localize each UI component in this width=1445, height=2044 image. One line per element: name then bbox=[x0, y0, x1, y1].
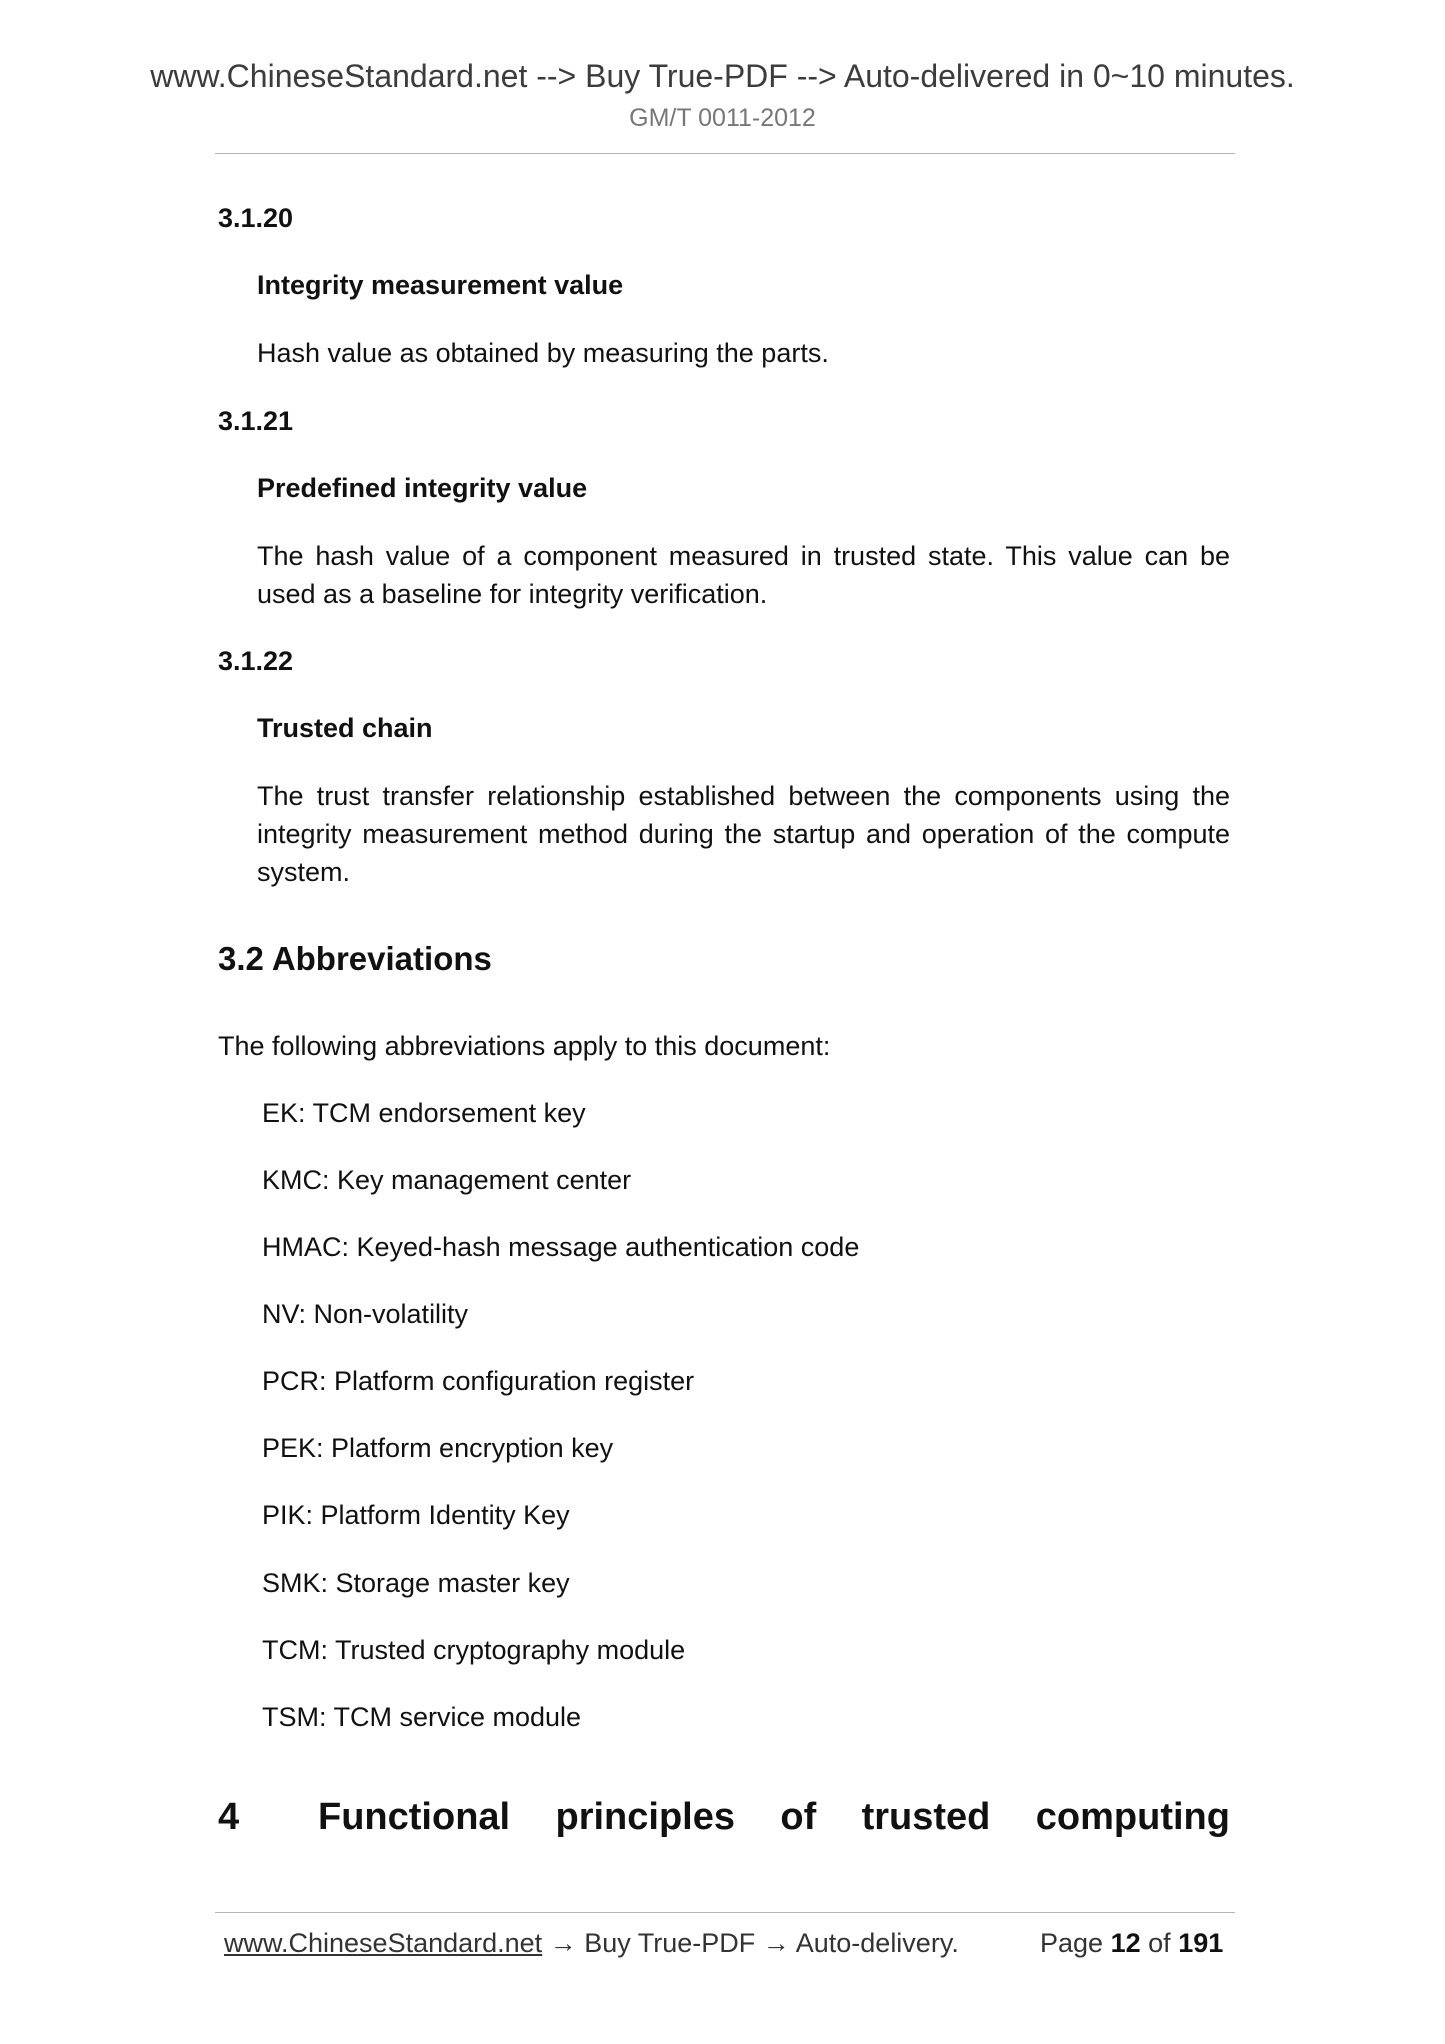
abbreviation-item: PEK: Platform encryption key bbox=[262, 1433, 614, 1463]
section-title-word: of bbox=[780, 1796, 817, 1838]
clause-number: 3.1.20 bbox=[218, 203, 294, 233]
abbreviations-intro: The following abbreviations apply to this document: bbox=[218, 1031, 831, 1061]
clause-number: 3.1.21 bbox=[218, 406, 294, 436]
term-definition: The hash value of a component measured in trusted state. This value can be used as a baseline for integrity verification. bbox=[257, 541, 1230, 609]
section-title-word: principles bbox=[555, 1796, 735, 1838]
standard-code: GM/T 0011-2012 bbox=[629, 104, 816, 132]
header-divider bbox=[215, 153, 1235, 154]
abbreviation-item: HMAC: Keyed-hash message authentication code bbox=[262, 1232, 860, 1262]
abbreviation-item: TSM: TCM service module bbox=[262, 1702, 582, 1732]
section-heading-abbreviations: 3.2 Abbreviations bbox=[218, 940, 492, 977]
abbreviation-item: PCR: Platform configuration register bbox=[262, 1366, 695, 1396]
page-label: Page bbox=[1040, 1928, 1104, 1958]
term-title: Trusted chain bbox=[257, 713, 433, 743]
page-total: 191 bbox=[1178, 1928, 1224, 1958]
term-definition: Hash value as obtained by measuring the parts. bbox=[257, 338, 829, 368]
page-of: of bbox=[1148, 1928, 1171, 1958]
footer-site-link[interactable]: www.ChineseStandard.net bbox=[224, 1928, 543, 1958]
header-banner: www.ChineseStandard.net --> Buy True-PDF --> Auto-delivered in 0~10 minutes. bbox=[150, 58, 1295, 94]
term-title: Integrity measurement value bbox=[257, 270, 624, 300]
section-title bbox=[318, 1796, 1230, 1839]
section-title-word: Functional bbox=[318, 1796, 511, 1838]
footer-promo bbox=[224, 1928, 959, 1959]
footer-divider bbox=[215, 1912, 1235, 1913]
term-definition: The trust transfer relationship established between the components using the integrity measurement method during the startup and operation of the compute system. bbox=[257, 781, 1230, 887]
abbreviation-item: TCM: Trusted cryptography module bbox=[262, 1635, 686, 1665]
term-title: Predefined integrity value bbox=[257, 473, 588, 503]
abbreviation-item: NV: Non-volatility bbox=[262, 1299, 469, 1329]
abbreviation-item: EK: TCM endorsement key bbox=[262, 1098, 586, 1128]
section-number: 4 bbox=[218, 1796, 240, 1838]
clause-number: 3.1.22 bbox=[218, 646, 294, 676]
abbreviation-item: KMC: Key management center bbox=[262, 1165, 632, 1195]
section-4-heading bbox=[218, 1796, 1230, 1839]
abbreviation-item: SMK: Storage master key bbox=[262, 1568, 570, 1598]
section-title-word: computing bbox=[1035, 1796, 1230, 1838]
footer-promo-text: → Buy True-PDF → Auto-delivery. bbox=[542, 1928, 959, 1958]
abbreviation-item: PIK: Platform Identity Key bbox=[262, 1500, 570, 1530]
page-current: 12 bbox=[1110, 1928, 1141, 1958]
section-title-word: trusted bbox=[861, 1796, 991, 1838]
page-indicator bbox=[1040, 1928, 1223, 1959]
